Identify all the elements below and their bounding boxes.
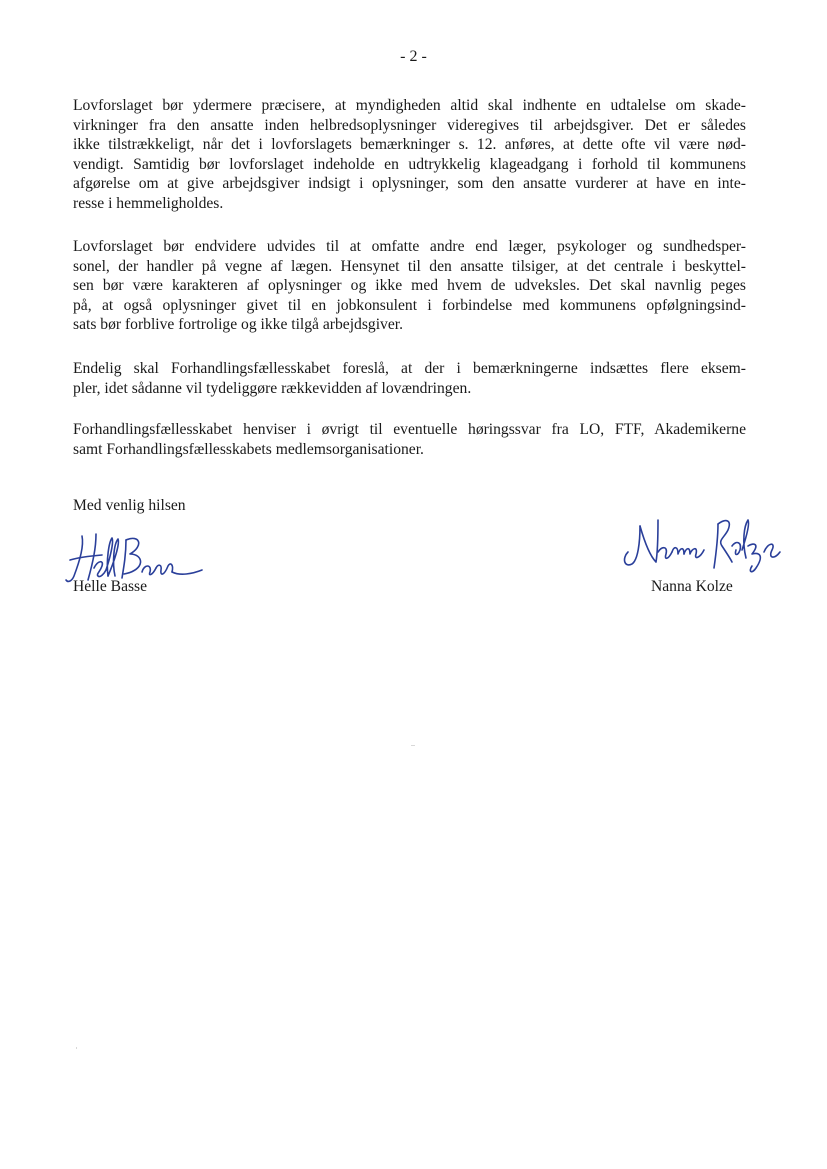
paragraph-line: Forhandlingsfællesskabet henviser i øvrigt til eventuelle høringssvar fra LO, FTF, Akademikerne xyxy=(73,421,746,438)
paragraph-line: resse i hemmeligholdes. xyxy=(73,194,224,212)
closing-salutation: Med venlig hilsen xyxy=(73,497,186,514)
paragraph-line: samt Forhandlingsfællesskabets medlemsorganisationer. xyxy=(73,440,424,458)
paragraph-line: afgørelse om at give arbejdsgiver indsigt i oplysninger, som den ansatte vurderer at have en inte- xyxy=(73,175,746,193)
paragraph-2 xyxy=(73,237,746,335)
paragraph-line: sats bør forblive fortrolige og ikke tilgå arbejdsgiver. xyxy=(73,316,403,334)
paragraph-line: ikke tilstrækkeligt, når det i lovforslagets bemærkninger s. 12. anføres, at dette ofte vil være nød- xyxy=(73,136,746,154)
paragraph-line: Lovforslaget bør ydermere præcisere, at myndigheden altid skal indhente en udtalelse om skade- xyxy=(73,97,746,114)
paragraph-line: virkninger fra den ansatte inden helbredsoplysninger videregives til arbejdsgiver. Det er således xyxy=(73,116,746,134)
paragraph-line: på, at også oplysninger givet til en jobkonsulent i forbindelse med kommunens opfølgningsind- xyxy=(73,296,746,314)
paragraph-line: pler, idet sådanne vil tydeliggøre rækkevidden af lovændringen. xyxy=(73,379,472,397)
paragraph-1 xyxy=(73,96,746,214)
signatory-name-right: Nanna Kolze xyxy=(651,578,733,595)
paragraph-line: sen bør være karakteren af oplysninger og ikke med hvem de udveksles. Det skal navnlig peges xyxy=(73,277,746,295)
paragraph-line: Lovforslaget bør endvidere udvides til at omfatte andre end læger, psykologer og sundhedsper- xyxy=(73,238,746,255)
scan-speck xyxy=(411,745,415,746)
paragraph-4 xyxy=(73,420,746,459)
paragraph-line: vendigt. Samtidig bør lovforslaget indeholde en udtrykkelig klageadgang i forhold til kommunens xyxy=(73,155,746,173)
signature-nanna-kolze xyxy=(618,512,788,580)
paragraph-line: Endelig skal Forhandlingsfællesskabet foreslå, at der i bemærkningerne indsættes flere eksem- xyxy=(73,360,746,377)
page-number: - 2 - xyxy=(400,48,427,65)
paragraph-line: sonel, der handler på vegne af lægen. Hensynet til den ansatte tilsiger, at det centrale i beskyttel- xyxy=(73,257,746,275)
scan-speck xyxy=(76,1047,77,1049)
paragraph-3 xyxy=(73,359,746,398)
signatory-name-left: Helle Basse xyxy=(73,578,148,595)
